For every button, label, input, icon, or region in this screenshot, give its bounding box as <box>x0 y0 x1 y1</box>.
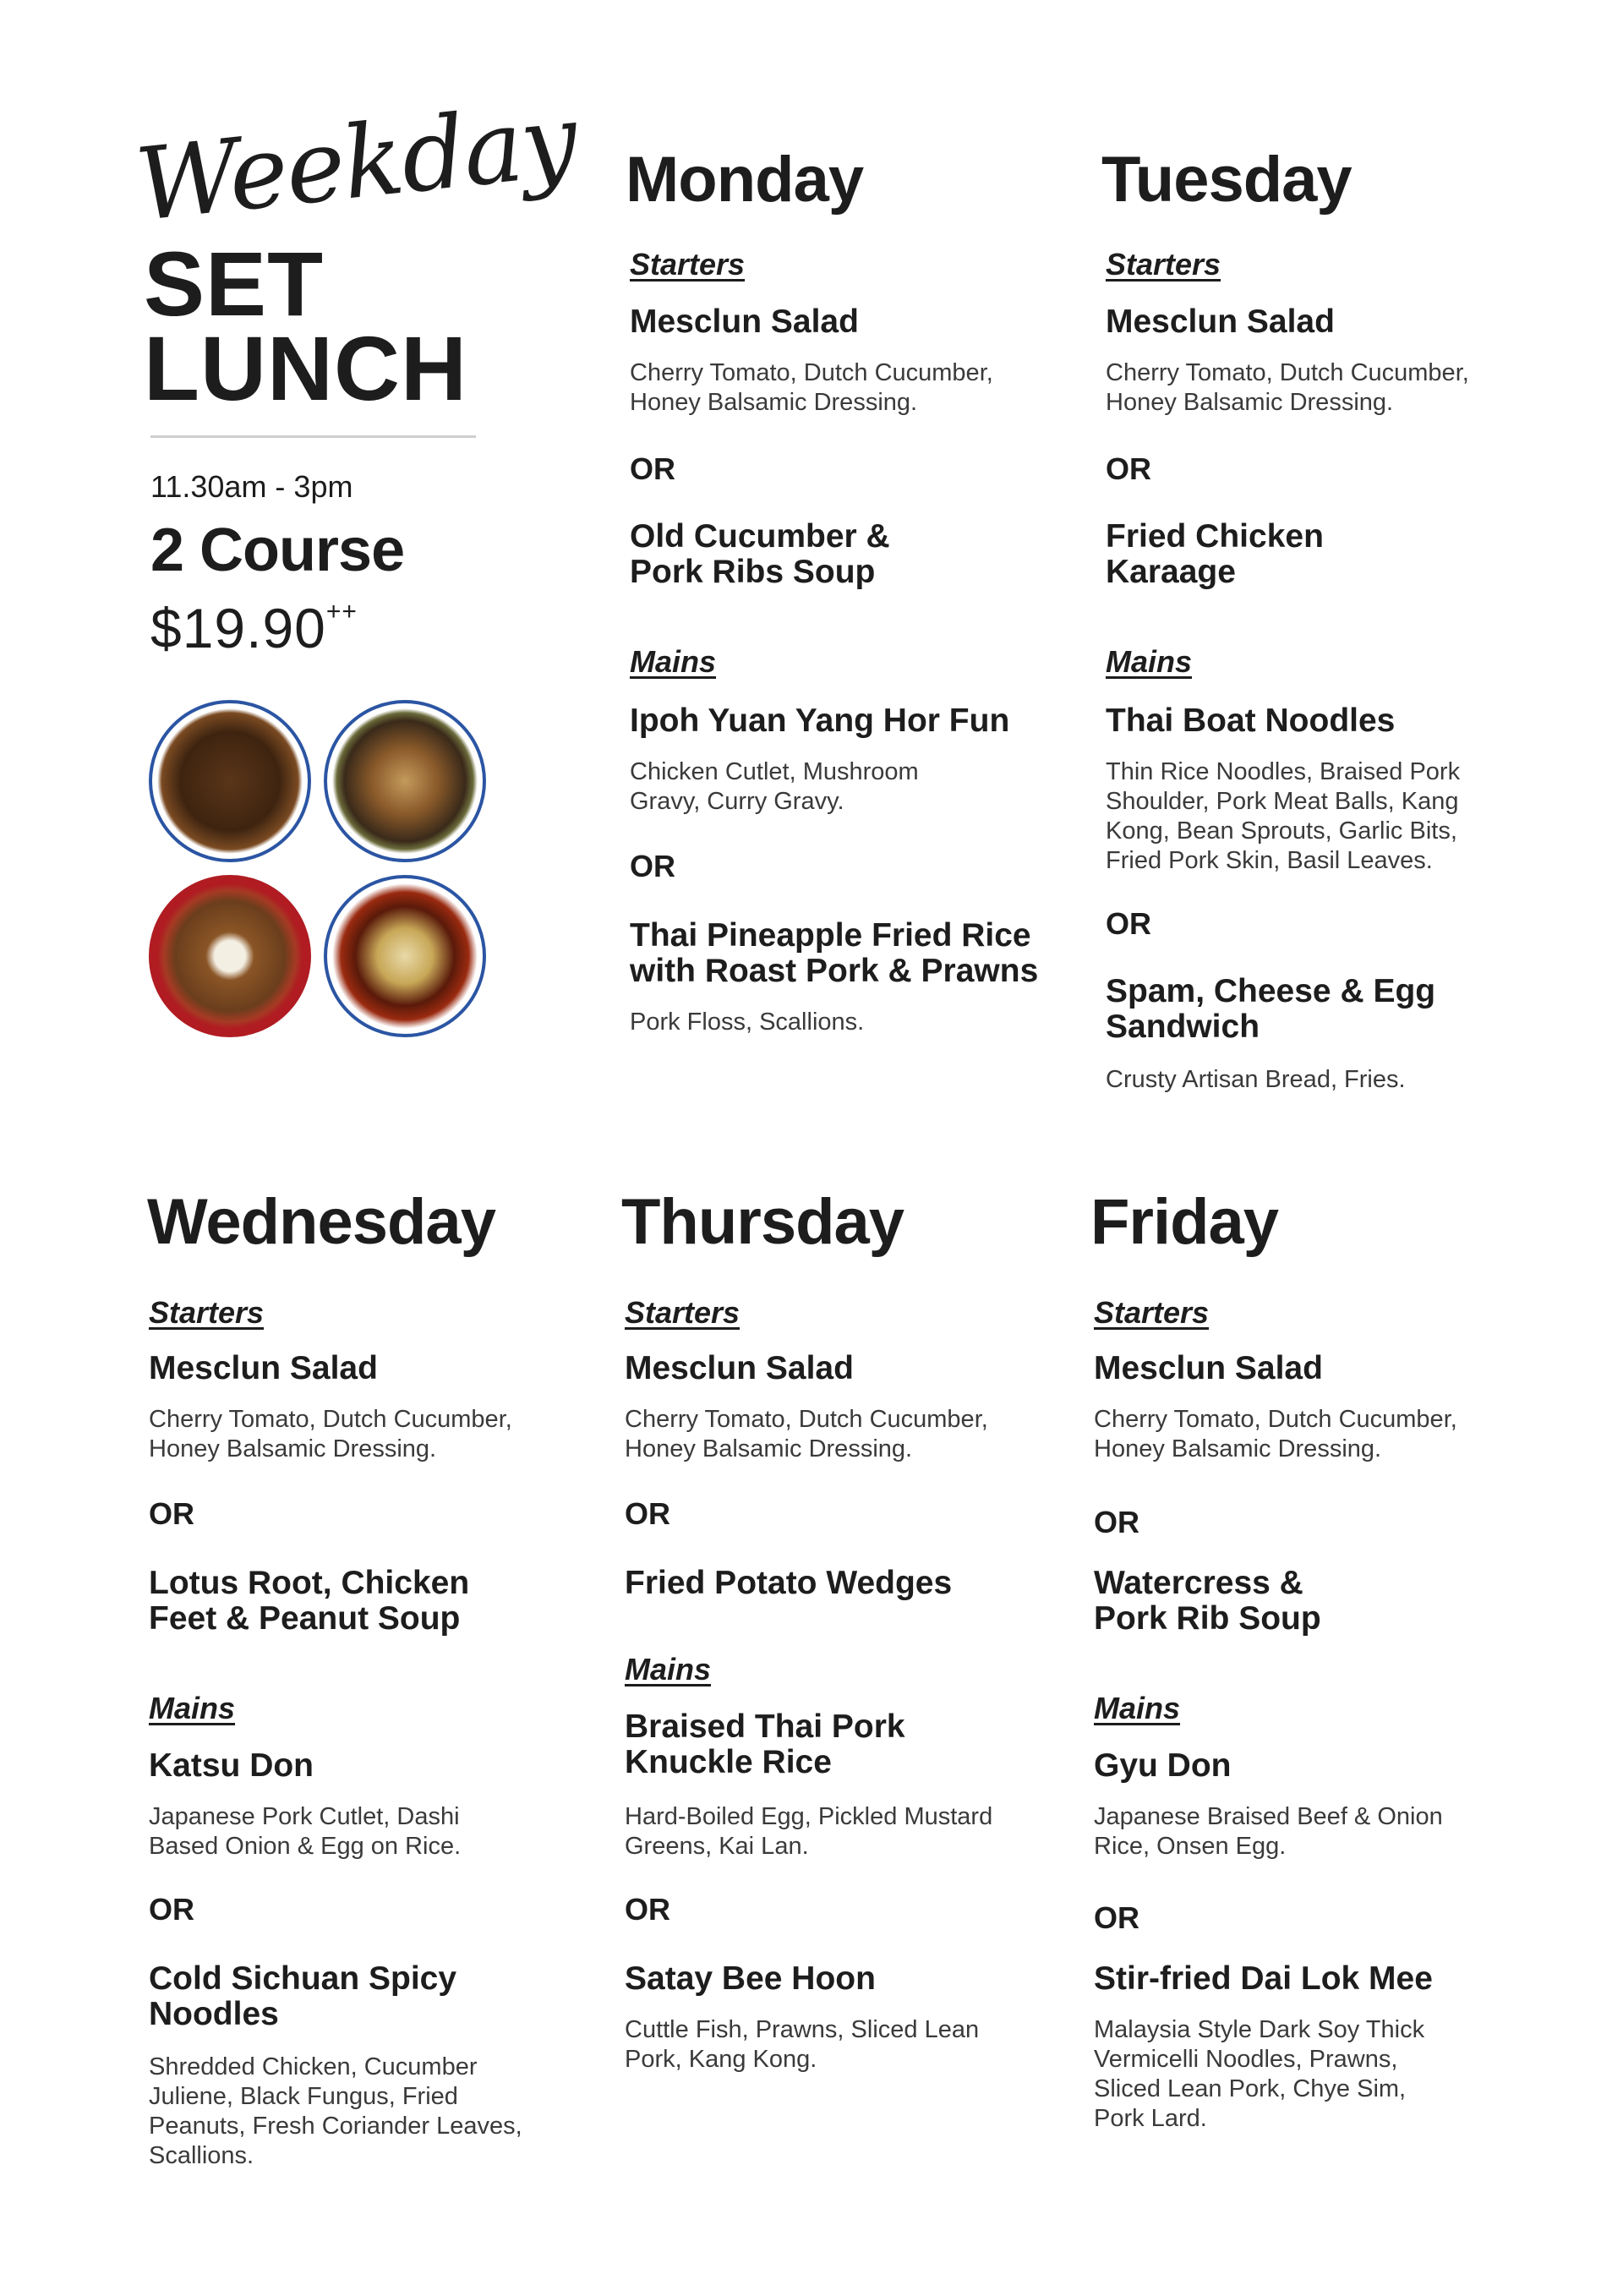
food-photo-cold-noodles <box>324 875 486 1037</box>
mains-heading: Mains <box>149 1691 236 1725</box>
dish-description: Cuttle Fish, Prawns, Sliced Lean Pork, Kang Kong. <box>625 2016 980 2073</box>
dish-description: Japanese Braised Beef & Onion Rice, Onsen Egg. <box>1094 1803 1443 1860</box>
day-title: Tuesday <box>1101 144 1352 216</box>
dish-name: Mesclun Salad <box>630 303 859 340</box>
dish-description: Cherry Tomato, Dutch Cucumber, Honey Balsamic Dressing. <box>1094 1406 1457 1462</box>
header-divider <box>150 435 476 438</box>
day-title: Thursday <box>621 1186 904 1258</box>
or-divider: OR <box>149 1892 194 1927</box>
starters-heading: Starters <box>1094 1295 1210 1330</box>
price-value: $19.90 <box>150 597 326 659</box>
starters-heading: Starters <box>1106 247 1221 282</box>
or-divider: OR <box>630 451 675 486</box>
dish-name: Cold Sichuan Spicy Noodles <box>149 1960 457 2032</box>
dish-description: Hard-Boiled Egg, Pickled Mustard Greens, Kai Lan. <box>625 1803 993 1860</box>
or-divider: OR <box>149 1496 194 1531</box>
header-title-lunch: LUNCH <box>144 317 467 419</box>
dish-name: Old Cucumber & Pork Ribs Soup <box>630 518 890 590</box>
price <box>150 596 358 660</box>
mains-heading: Mains <box>625 1652 712 1686</box>
dish-description: Thin Rice Noodles, Braised Pork Shoulder, Pork Meat Balls, Kang Kong, Bean Sprouts, Garlic Bits, Fried Pork Skin, Basil Leaves. <box>1106 758 1461 874</box>
or-divider: OR <box>630 849 675 883</box>
day-title: Friday <box>1090 1186 1279 1258</box>
dish-name: Thai Pineapple Fried Rice with Roast Pork & Prawns <box>630 917 1039 989</box>
dish-name: Fried Potato Wedges <box>625 1565 953 1601</box>
mains-heading: Mains <box>630 644 717 679</box>
dish-name: Katsu Don <box>149 1747 314 1784</box>
or-divider: OR <box>625 1892 670 1927</box>
dish-description: Cherry Tomato, Dutch Cucumber, Honey Balsamic Dressing. <box>1106 359 1469 416</box>
mains-heading: Mains <box>1094 1691 1181 1725</box>
header-title-set: SET <box>144 232 325 335</box>
day-title: Wednesday <box>147 1186 495 1258</box>
starters-heading: Starters <box>630 247 746 282</box>
dish-description: Crusty Artisan Bread, Fries. <box>1106 1066 1406 1093</box>
dish-name: Mesclun Salad <box>1106 303 1335 340</box>
lunch-hours: 11.30am - 3pm <box>150 469 353 504</box>
dish-name: Gyu Don <box>1094 1747 1232 1784</box>
food-photo-noodles <box>149 700 311 862</box>
or-divider: OR <box>1094 1505 1139 1539</box>
dish-name: Mesclun Salad <box>1094 1350 1323 1386</box>
dish-description: Malaysia Style Dark Soy Thick Vermicelli Noodles, Prawns, Sliced Lean Pork, Chye Sim, Pork Lard. <box>1094 2016 1425 2132</box>
dish-description: Cherry Tomato, Dutch Cucumber, Honey Balsamic Dressing. <box>625 1406 988 1462</box>
dish-name: Mesclun Salad <box>625 1350 854 1386</box>
dish-name: Thai Boat Noodles <box>1106 702 1396 739</box>
food-photo-rice-bowl <box>149 875 311 1037</box>
header-script-title: Weekday <box>130 81 582 243</box>
dish-description: Cherry Tomato, Dutch Cucumber, Honey Balsamic Dressing. <box>630 359 993 416</box>
or-divider: OR <box>1106 451 1151 486</box>
dish-name: Fried Chicken Karaage <box>1106 518 1324 590</box>
or-divider: OR <box>1106 906 1151 941</box>
dish-name: Watercress & Pork Rib Soup <box>1094 1565 1321 1637</box>
food-photo-soup-noodles <box>324 700 486 862</box>
dish-name: Satay Bee Hoon <box>625 1960 876 1997</box>
or-divider: OR <box>625 1496 670 1531</box>
mains-heading: Mains <box>1106 644 1193 679</box>
dish-name: Lotus Root, Chicken Feet & Peanut Soup <box>149 1565 470 1637</box>
dish-description: Chicken Cutlet, Mushroom Gravy, Curry Gravy. <box>630 758 919 815</box>
dish-description: Shredded Chicken, Cucumber Juliene, Black Fungus, Fried Peanuts, Fresh Coriander Leaves, Scallions. <box>149 2053 522 2169</box>
dish-description: Pork Floss, Scallions. <box>630 1009 865 1036</box>
starters-heading: Starters <box>149 1295 265 1330</box>
dish-description: Japanese Pork Cutlet, Dashi Based Onion & Egg on Rice. <box>149 1803 462 1860</box>
course-count: 2 Course <box>150 517 405 584</box>
dish-name: Stir-fried Dai Lok Mee <box>1094 1960 1433 1997</box>
or-divider: OR <box>1094 1900 1139 1935</box>
dish-name: Ipoh Yuan Yang Hor Fun <box>630 702 1010 739</box>
price-suffix: ++ <box>325 598 358 626</box>
dish-name: Spam, Cheese & Egg Sandwich <box>1106 973 1436 1045</box>
dish-name: Mesclun Salad <box>149 1350 378 1386</box>
starters-heading: Starters <box>625 1295 740 1330</box>
day-title: Monday <box>626 144 864 216</box>
dish-description: Cherry Tomato, Dutch Cucumber, Honey Balsamic Dressing. <box>149 1406 512 1462</box>
dish-name: Braised Thai Pork Knuckle Rice <box>625 1708 905 1780</box>
